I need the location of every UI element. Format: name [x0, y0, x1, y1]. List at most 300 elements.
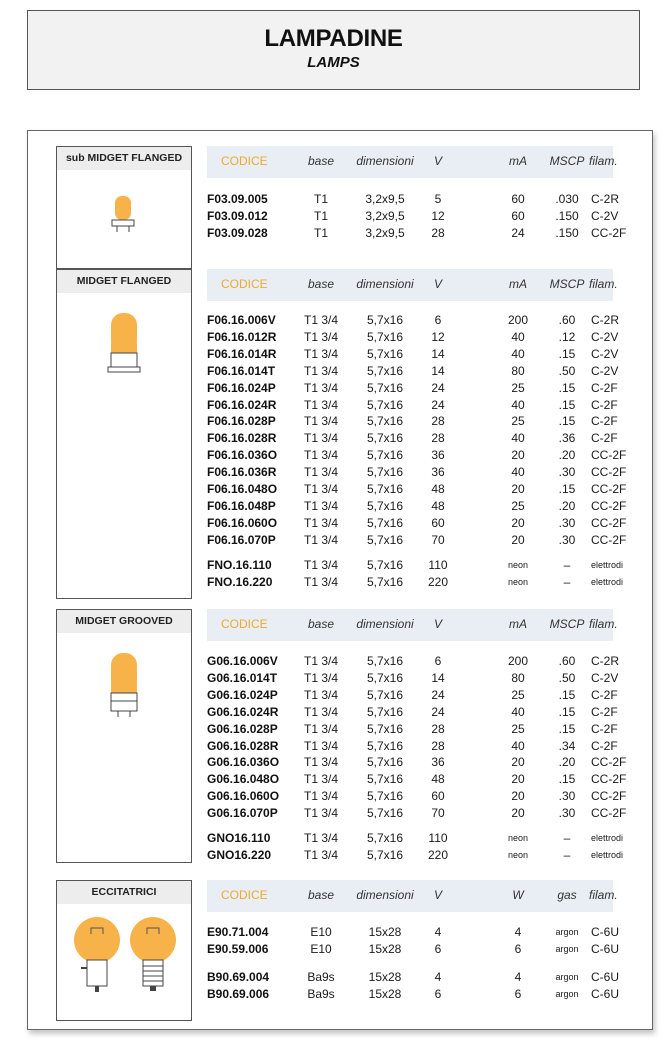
cell: 6: [514, 986, 522, 1001]
section-label: sub MIDGET FLANGED: [56, 146, 192, 171]
table-row: [207, 532, 627, 549]
cell: 20: [511, 448, 525, 463]
cell: 28: [431, 721, 445, 736]
lamp-illustration: [56, 293, 192, 599]
cell: 24: [431, 380, 445, 395]
cell: .36: [558, 431, 576, 446]
cell: T1 3/4: [303, 498, 339, 513]
cell: argon: [555, 971, 579, 982]
table-row: [207, 481, 627, 498]
product-code: F03.09.005: [207, 192, 268, 206]
column-header: mA: [509, 277, 527, 291]
product-code: FNO.16.220: [207, 574, 273, 589]
cell: 5,7x16: [366, 806, 404, 821]
cell: 20: [511, 789, 525, 804]
title-box: [27, 10, 640, 90]
cell: 20: [511, 772, 525, 787]
cell: 36: [431, 465, 445, 480]
cell: 80: [511, 363, 525, 378]
cell: neon: [507, 849, 529, 860]
cell: neon: [507, 833, 529, 843]
cell: 6: [514, 941, 522, 956]
lamp-icon: [57, 904, 191, 1020]
cell: –: [563, 831, 571, 845]
table-row: [207, 397, 618, 414]
cell: T1 3/4: [303, 313, 339, 327]
table-header: [207, 269, 618, 301]
cell: 60: [431, 789, 445, 804]
product-code: F06.16.036R: [207, 465, 277, 480]
cell: 6: [434, 941, 442, 956]
cell: 5,7x16: [366, 704, 404, 719]
table-row: [207, 924, 620, 941]
cell: .20: [558, 498, 576, 513]
cell: T1 3/4: [303, 346, 339, 361]
cell: C-2V: [591, 363, 619, 378]
column-header: MSCP: [549, 154, 585, 168]
cell: 40: [511, 397, 525, 412]
product-code: F06.16.028R: [207, 431, 277, 446]
table-row: [207, 830, 624, 847]
cell: .20: [558, 755, 576, 770]
cell: 40: [511, 329, 525, 344]
lamp-icon: [57, 633, 191, 862]
product-code: G06.16.060O: [207, 789, 280, 804]
table-row: [207, 191, 620, 208]
column-header: dimensioni: [356, 617, 414, 631]
table-row: [207, 653, 620, 670]
cell: 12: [431, 208, 445, 223]
cell: .15: [558, 346, 576, 361]
table-header: [207, 146, 618, 178]
cell: T1 3/4: [303, 482, 339, 496]
cell: CC-2F: [591, 789, 627, 804]
table-row: [207, 670, 619, 687]
cell: T1 3/4: [303, 380, 339, 395]
cell: 5,7x16: [366, 448, 404, 463]
cell: 14: [431, 363, 445, 378]
cell: 5,7x16: [366, 532, 404, 547]
cell: .60: [558, 313, 576, 327]
cell: 28: [431, 414, 445, 429]
column-header: dimensioni: [356, 277, 414, 291]
column-header: W: [512, 888, 524, 902]
cell: .34: [558, 738, 576, 753]
cell: C-2F: [591, 431, 618, 446]
product-code: E90.59.006: [207, 941, 269, 956]
column-header: MSCP: [549, 277, 585, 291]
product-code: F06.16.006V: [207, 313, 276, 327]
product-code: F06.16.024P: [207, 380, 276, 395]
cell: 14: [431, 346, 445, 361]
product-code: F06.16.014R: [207, 346, 277, 361]
page-title: LAMPADINE: [264, 25, 403, 52]
cell: 5,7x16: [366, 755, 404, 770]
cell: CC-2F: [591, 225, 627, 240]
table-header: [207, 609, 618, 641]
cell: 6: [434, 654, 442, 668]
cell: 5,7x16: [366, 738, 404, 753]
cell: argon: [555, 927, 579, 937]
table-row: [207, 969, 620, 986]
cell: .30: [558, 465, 576, 480]
cell: .30: [558, 806, 576, 821]
table-row: [207, 754, 627, 771]
table-row: [207, 847, 624, 864]
cell: C-6U: [591, 969, 620, 984]
column-header: CODICE: [221, 617, 268, 631]
cell: 70: [431, 806, 445, 821]
cell: .15: [558, 704, 576, 719]
cell: .15: [558, 687, 576, 702]
cell: .50: [558, 670, 576, 685]
table-row: [207, 687, 618, 704]
cell: T1 3/4: [303, 738, 339, 753]
cell: 5: [434, 192, 442, 206]
cell: 5,7x16: [366, 498, 404, 513]
cell: 5,7x16: [366, 831, 404, 845]
lamp-illustration: [56, 170, 192, 269]
table-row: [207, 225, 627, 242]
column-header: CODICE: [221, 888, 268, 902]
cell: 25: [511, 687, 525, 702]
cell: T1: [313, 208, 328, 223]
column-header: CODICE: [221, 154, 268, 168]
table-row: [207, 346, 619, 363]
product-code: G06.16.014T: [207, 670, 278, 685]
product-code: GNO16.110: [207, 831, 271, 845]
cell: 20: [511, 755, 525, 770]
cell: 3,2x9,5: [365, 208, 405, 223]
cell: CC-2F: [591, 515, 627, 530]
cell: –: [563, 557, 571, 572]
column-header: dimensioni: [356, 154, 414, 168]
cell: elettrodi: [591, 833, 624, 843]
cell: C-2F: [591, 704, 618, 719]
product-code: G06.16.048O: [207, 772, 280, 787]
lamp-illustration: [56, 904, 192, 1021]
cell: 200: [507, 654, 529, 668]
cell: T1 3/4: [303, 654, 339, 668]
cell: Ba9s: [307, 986, 335, 1001]
column-header: CODICE: [221, 277, 268, 291]
cell: T1 3/4: [303, 831, 339, 845]
cell: neon: [507, 559, 529, 570]
cell: 28: [431, 225, 445, 240]
lamp-icon: [57, 170, 191, 268]
cell: .15: [558, 772, 576, 787]
cell: C-6U: [591, 941, 620, 956]
cell: 6: [434, 986, 442, 1001]
cell: C-2V: [591, 670, 619, 685]
product-code: GNO16.220: [207, 847, 272, 862]
table-row: [207, 574, 624, 591]
cell: T1 3/4: [303, 431, 339, 446]
cell: E10: [310, 941, 332, 956]
cell: 40: [511, 738, 525, 753]
cell: elettrodi: [591, 576, 624, 587]
cell: 24: [431, 397, 445, 412]
cell: 5,7x16: [366, 329, 404, 344]
cell: 5,7x16: [366, 847, 404, 862]
cell: .30: [558, 532, 576, 547]
cell: 5,7x16: [366, 414, 404, 429]
cell: CC-2F: [591, 772, 627, 787]
product-code: F06.16.024R: [207, 397, 277, 412]
cell: 4: [514, 969, 522, 984]
cell: C-2R: [591, 192, 620, 206]
cell: C-2R: [591, 654, 620, 668]
column-header: base: [307, 888, 335, 902]
cell: T1 3/4: [303, 532, 339, 547]
product-code: F06.16.012R: [207, 329, 277, 344]
cell: 5,7x16: [366, 557, 404, 572]
cell: 200: [507, 313, 529, 327]
cell: 12: [431, 329, 445, 344]
cell: T1 3/4: [303, 755, 339, 770]
product-code: F03.09.012: [207, 208, 268, 223]
cell: 4: [434, 925, 442, 939]
column-header: V: [433, 154, 442, 168]
cell: 5,7x16: [366, 380, 404, 395]
cell: .30: [558, 515, 576, 530]
cell: 28: [431, 431, 445, 446]
cell: 5,7x16: [366, 687, 404, 702]
table-row: [207, 721, 618, 738]
cell: 40: [511, 465, 525, 480]
cell: C-2V: [591, 208, 619, 223]
cell: .15: [558, 397, 576, 412]
cell: C-2F: [591, 721, 618, 736]
cell: 60: [511, 192, 525, 206]
cell: 6: [434, 313, 442, 327]
cell: C-6U: [591, 925, 620, 939]
column-header: base: [307, 277, 335, 291]
cell: 48: [431, 498, 445, 513]
cell: 24: [431, 687, 445, 702]
column-header: filam.: [589, 888, 618, 902]
cell: T1 3/4: [303, 448, 339, 463]
cell: 20: [511, 515, 525, 530]
column-header: base: [307, 617, 335, 631]
cell: C-2F: [591, 687, 618, 702]
cell: C-2V: [591, 329, 619, 344]
cell: T1 3/4: [303, 670, 339, 685]
cell: .15: [558, 482, 576, 496]
cell: 220: [427, 847, 449, 862]
cell: CC-2F: [591, 532, 627, 547]
cell: T1 3/4: [303, 557, 339, 572]
table-row: [207, 771, 627, 788]
product-code: FNO.16.110: [207, 557, 272, 572]
column-header: gas: [557, 888, 577, 902]
column-header: mA: [509, 617, 527, 631]
cell: Ba9s: [307, 969, 335, 984]
cell: 5,7x16: [366, 313, 404, 327]
cell: .15: [558, 721, 576, 736]
cell: 5,7x16: [366, 772, 404, 787]
table-row: [207, 413, 618, 430]
cell: T1 3/4: [303, 329, 339, 344]
cell: T1 3/4: [303, 687, 339, 702]
cell: T1 3/4: [303, 772, 339, 787]
cell: T1 3/4: [303, 847, 339, 862]
product-code: F03.09.028: [207, 225, 268, 240]
product-code: G06.16.036O: [207, 755, 280, 770]
table-row: [207, 312, 620, 329]
cell: 15x28: [368, 969, 402, 984]
table-row: [207, 447, 627, 464]
cell: 3,2x9,5: [365, 225, 405, 240]
column-header: base: [307, 154, 335, 168]
cell: CC-2F: [591, 465, 627, 480]
column-header: MSCP: [549, 617, 585, 631]
table-row: [207, 380, 618, 397]
cell: 70: [431, 532, 445, 547]
cell: .30: [558, 789, 576, 804]
lamp-icon: [57, 293, 191, 598]
table-row: [207, 805, 627, 822]
cell: 5,7x16: [366, 789, 404, 804]
table-row: [207, 986, 620, 1003]
table-row: [207, 464, 627, 481]
cell: 36: [431, 448, 445, 463]
cell: 28: [431, 738, 445, 753]
column-header: mA: [509, 154, 527, 168]
cell: T1 3/4: [303, 704, 339, 719]
section-label: ECCITATRICI: [56, 880, 192, 905]
column-header: filam.: [589, 277, 618, 291]
column-header: dimensioni: [356, 888, 414, 902]
cell: T1 3/4: [303, 515, 339, 530]
product-code: F06.16.070P: [207, 532, 276, 547]
column-header: V: [433, 617, 442, 631]
cell: C-2R: [591, 313, 620, 327]
table-row: [207, 557, 624, 574]
cell: C-6U: [591, 986, 620, 1001]
cell: CC-2F: [591, 755, 627, 770]
cell: CC-2F: [591, 806, 627, 821]
cell: 5,7x16: [366, 670, 404, 685]
column-header: V: [433, 277, 442, 291]
cell: T1 3/4: [303, 806, 339, 821]
table-row: [207, 498, 627, 515]
cell: –: [563, 574, 571, 589]
cell: 36: [431, 755, 445, 770]
cell: 220: [427, 574, 449, 589]
section-label: MIDGET GROOVED: [56, 609, 192, 634]
table-row: [207, 704, 618, 721]
cell: 15x28: [368, 986, 402, 1001]
cell: 15x28: [368, 925, 402, 939]
cell: 5,7x16: [366, 654, 404, 668]
table-row: [207, 515, 627, 532]
cell: 5,7x16: [366, 431, 404, 446]
cell: 110: [428, 557, 448, 572]
product-code: B90.69.006: [207, 986, 270, 1001]
cell: C-2F: [591, 738, 618, 753]
cell: .20: [558, 448, 576, 463]
cell: 5,7x16: [366, 346, 404, 361]
product-code: E90.71.004: [207, 925, 269, 939]
cell: 5,7x16: [366, 482, 404, 496]
section-label: MIDGET FLANGED: [56, 269, 192, 294]
cell: T1 3/4: [303, 465, 339, 480]
cell: argon: [555, 943, 579, 954]
product-code: F06.16.048O: [207, 482, 278, 496]
table-header: [207, 880, 618, 912]
cell: elettrodi: [591, 559, 624, 570]
cell: T1 3/4: [303, 574, 339, 589]
table-row: [207, 329, 619, 346]
cell: T1 3/4: [303, 721, 339, 736]
page-subtitle: LAMPS: [307, 54, 360, 71]
cell: E10: [310, 925, 332, 939]
cell: 5,7x16: [366, 721, 404, 736]
cell: CC-2F: [591, 448, 627, 463]
cell: 5,7x16: [366, 397, 404, 412]
table-row: [207, 738, 618, 755]
column-header: V: [433, 888, 442, 902]
product-code: B90.69.004: [207, 969, 270, 984]
column-header: filam.: [589, 154, 618, 168]
lamp-illustration: [56, 633, 192, 863]
cell: 40: [511, 431, 525, 446]
product-code: G06.16.028R: [207, 738, 279, 753]
cell: 4: [434, 969, 442, 984]
cell: T1: [313, 225, 328, 240]
cell: CC-2F: [591, 482, 627, 496]
cell: C-2F: [591, 380, 618, 395]
cell: T1 3/4: [303, 397, 339, 412]
cell: .030: [555, 192, 579, 206]
product-code: G06.16.028P: [207, 721, 278, 736]
cell: 15x28: [368, 941, 402, 956]
cell: .15: [558, 414, 576, 429]
cell: 60: [431, 515, 445, 530]
cell: .150: [555, 208, 579, 223]
product-code: G06.16.024P: [207, 687, 278, 702]
product-code: F06.16.060O: [207, 515, 278, 530]
cell: 5,7x16: [366, 363, 404, 378]
cell: 20: [511, 482, 525, 496]
cell: 48: [431, 772, 445, 787]
cell: 25: [511, 721, 525, 736]
cell: 14: [431, 670, 445, 685]
cell: .150: [555, 225, 579, 240]
cell: argon: [555, 988, 579, 999]
cell: 25: [511, 414, 525, 429]
table-row: [207, 208, 619, 225]
cell: C-2V: [591, 346, 619, 361]
cell: 25: [511, 498, 525, 513]
table-row: [207, 363, 619, 380]
cell: 3,2x9,5: [365, 192, 405, 206]
cell: 40: [511, 346, 525, 361]
table-row: [207, 788, 627, 805]
cell: .50: [558, 363, 576, 378]
cell: T1 3/4: [303, 414, 339, 429]
cell: 25: [511, 380, 525, 395]
table-row: [207, 430, 618, 447]
catalog-frame: [27, 130, 653, 1030]
product-code: F06.16.014T: [207, 363, 276, 378]
cell: 5,7x16: [366, 465, 404, 480]
cell: 40: [511, 704, 525, 719]
table-row: [207, 941, 620, 958]
cell: T1 3/4: [303, 789, 339, 804]
cell: .15: [558, 380, 576, 395]
